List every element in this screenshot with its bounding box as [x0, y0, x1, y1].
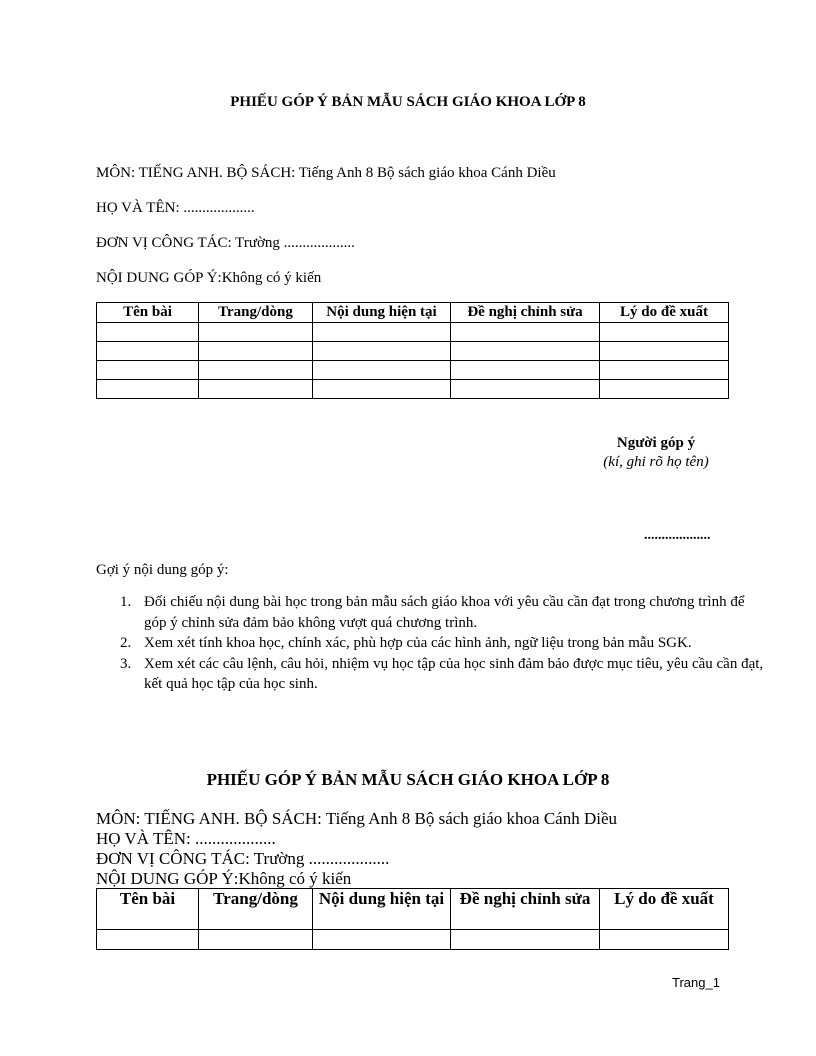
form2-subject-line: MÔN: TIẾNG ANH. BỘ SÁCH: Tiếng Anh 8 Bộ sách giáo khoa Cánh Diều — [96, 809, 618, 828]
table-cell[interactable] — [97, 380, 199, 399]
col-header-lesson: Tên bài — [97, 303, 199, 323]
table-cell[interactable] — [451, 342, 600, 361]
form2-content-line: NỘI DUNG GÓP Ý:Không có ý kiến — [96, 869, 352, 888]
form2-unit-line: ĐƠN VỊ CÔNG TÁC: Trường ................... — [96, 849, 390, 868]
table-cell[interactable] — [313, 323, 451, 342]
table-row — [97, 323, 729, 342]
list-item-number: 1. — [120, 594, 132, 610]
form1-title: PHIẾU GÓP Ý BẢN MẪU SÁCH GIÁO KHOA LỚP 8 — [230, 94, 586, 110]
table-cell[interactable] — [313, 380, 451, 399]
table-cell[interactable] — [199, 342, 313, 361]
table-cell[interactable] — [451, 361, 600, 380]
form2-title: PHIẾU GÓP Ý BẢN MẪU SÁCH GIÁO KHOA LỚP 8 — [206, 770, 610, 789]
table-cell[interactable] — [313, 342, 451, 361]
table-cell[interactable] — [600, 342, 729, 361]
form1-unit-line: ĐƠN VỊ CÔNG TÁC: Trường ................... — [96, 235, 355, 251]
col-header-suggestion: Đề nghị chỉnh sửa — [451, 303, 600, 323]
col-header-page-line: Trang/dòng — [199, 889, 313, 930]
list-item — [120, 654, 764, 695]
form2-table-header-row — [97, 889, 729, 930]
table-row — [97, 380, 729, 399]
table-cell[interactable] — [97, 323, 199, 342]
form1-name-line: HỌ VÀ TÊN: ................... — [96, 200, 255, 216]
col-header-lesson: Tên bài — [97, 889, 199, 930]
table-cell[interactable] — [313, 361, 451, 380]
form1-content-line: NỘI DUNG GÓP Ý:Không có ý kiến — [96, 270, 322, 286]
table-cell[interactable] — [600, 380, 729, 399]
col-header-current-content: Nội dung hiện tại — [313, 889, 451, 930]
form1-subject-line: MÔN: TIẾNG ANH. BỘ SÁCH: Tiếng Anh 8 Bộ sách giáo khoa Cánh Diều — [96, 165, 556, 181]
form2-name-line: HỌ VÀ TÊN: ................... — [96, 829, 276, 848]
col-header-page-line: Trang/dòng — [199, 303, 313, 323]
table-cell[interactable] — [199, 323, 313, 342]
list-item-text: Đối chiếu nội dung bài học trong bản mẫu sách giáo khoa với yêu cầu cần đạt trong chương trình để góp ý chỉnh sửa đảm bảo không vượt quá chương trình. — [144, 594, 745, 631]
form1-feedback-table — [96, 302, 729, 399]
page-number: Trang_1 — [672, 975, 720, 990]
table-cell[interactable] — [600, 930, 729, 950]
table-cell[interactable] — [600, 361, 729, 380]
col-header-suggestion: Đề nghị chỉnh sửa — [451, 889, 600, 930]
list-item — [120, 592, 764, 633]
table-cell[interactable] — [97, 930, 199, 950]
form2-feedback-table — [96, 888, 729, 950]
signature-dots: ................... — [644, 528, 711, 543]
hints-heading: Gợi ý nội dung góp ý: — [96, 562, 229, 578]
col-header-reason: Lý do đề xuất — [600, 303, 729, 323]
col-header-current-content: Nội dung hiện tại — [313, 303, 451, 323]
list-item-number: 2. — [120, 635, 132, 651]
table-row — [97, 361, 729, 380]
table-cell[interactable] — [451, 930, 600, 950]
list-item-text: Xem xét tính khoa học, chính xác, phù hợp của các hình ảnh, ngữ liệu trong bản mẫu SGK. — [144, 635, 692, 651]
hints-list — [96, 592, 764, 695]
list-item-text: Xem xét các câu lệnh, câu hỏi, nhiệm vụ học tập của học sinh đảm bảo được mục tiêu, yêu cầu cần đạt, kết quả học tập của học sinh. — [144, 655, 764, 692]
table-cell[interactable] — [451, 323, 600, 342]
table-cell[interactable] — [199, 380, 313, 399]
table-row — [97, 342, 729, 361]
table-cell[interactable] — [97, 361, 199, 380]
list-item — [120, 633, 764, 654]
list-item-number: 3. — [120, 655, 132, 672]
table-cell[interactable] — [199, 930, 313, 950]
signer-label: Người góp ý — [616, 435, 696, 451]
table-cell[interactable] — [199, 361, 313, 380]
col-header-reason: Lý do đề xuất — [600, 889, 729, 930]
table-cell[interactable] — [313, 930, 451, 950]
signer-note: (kí, ghi rõ họ tên) — [603, 454, 709, 470]
table-cell[interactable] — [97, 342, 199, 361]
table-cell[interactable] — [600, 323, 729, 342]
form1-table-header-row — [97, 303, 729, 323]
table-row — [97, 930, 729, 950]
table-cell[interactable] — [451, 380, 600, 399]
